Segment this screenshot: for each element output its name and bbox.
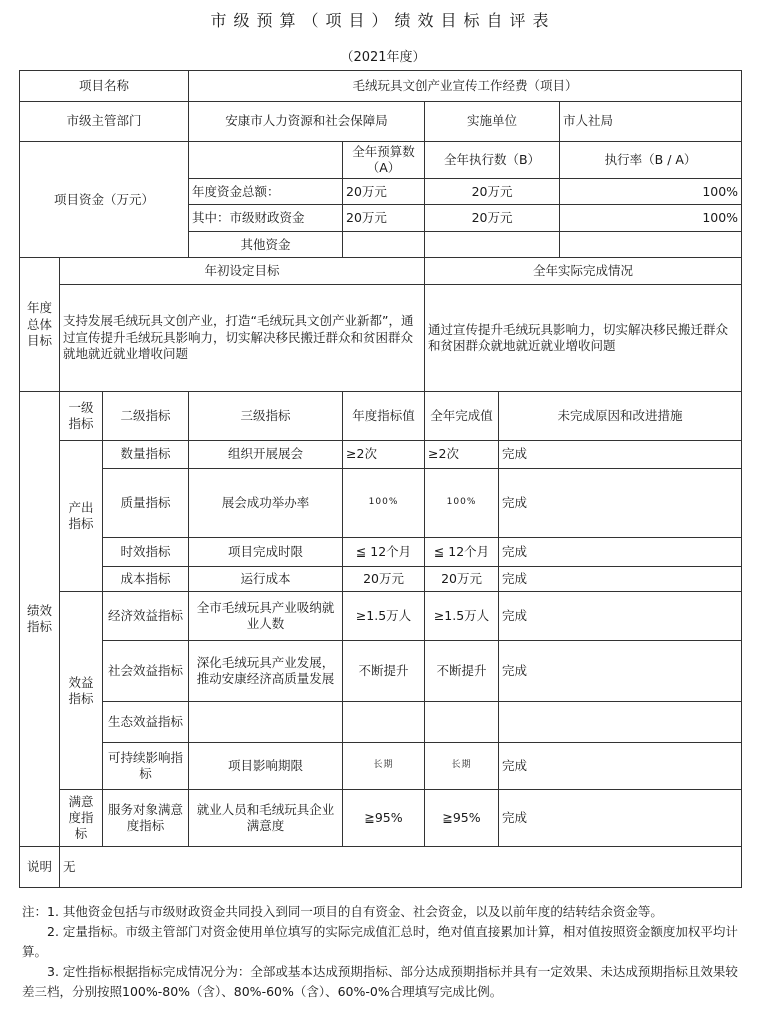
project-name-label: 项目名称 — [20, 71, 189, 102]
target-cell: ≧95% — [343, 790, 425, 847]
funds-header-blank — [189, 142, 343, 179]
funds-row-label: 其中：市级财政资金 — [189, 205, 343, 231]
l3-cell — [189, 702, 343, 743]
funds-row-b: 20万元 — [425, 205, 560, 231]
perf-header-actual: 全年完成值 — [425, 391, 499, 440]
reason-cell: 完成 — [499, 537, 742, 567]
funds-row-rate: 100% — [560, 178, 742, 204]
l3-cell: 深化毛绒玩具产业发展，推动安康经济高质量发展 — [189, 641, 343, 702]
funds-label: 项目资金（万元） — [20, 142, 189, 258]
l2-cell: 质量指标 — [103, 469, 189, 537]
actual-cell: 100% — [425, 469, 499, 537]
evaluation-table — [19, 70, 742, 888]
funds-row-rate: 100% — [560, 205, 742, 231]
funds-row-label: 其他资金 — [189, 231, 343, 257]
l2-cell: 经济效益指标 — [103, 592, 189, 641]
footnote-1: 注：1. 其他资金包括与市级财政资金共同投入到同一项目的自有资金、社会资金，以及以前年度的结转结余资金等。 — [22, 904, 663, 919]
perf-label: 绩效指标 — [20, 391, 60, 846]
funds-col-b: 全年执行数（B） — [425, 142, 560, 179]
impl-unit-label: 实施单位 — [425, 101, 560, 142]
reason-cell: 完成 — [499, 440, 742, 469]
target-cell: 100% — [343, 469, 425, 537]
funds-row-label: 年度资金总额： — [189, 178, 343, 204]
perf-header-reason: 未完成原因和改进措施 — [499, 391, 742, 440]
dept-value: 安康市人力资源和社会保障局 — [189, 101, 425, 142]
l3-cell: 项目影响期限 — [189, 743, 343, 790]
actual-cell: 不断提升 — [425, 641, 499, 702]
reason-cell: 完成 — [499, 743, 742, 790]
actual-cell: ≦ 12个月 — [425, 537, 499, 567]
perf-header-l3: 三级指标 — [189, 391, 343, 440]
project-name-value: 毛绒玩具文创产业宣传工作经费（项目） — [189, 71, 742, 102]
target-cell — [343, 702, 425, 743]
l2-cell: 服务对象满意度指标 — [103, 790, 189, 847]
reason-cell: 完成 — [499, 790, 742, 847]
actual-cell: ≥1.5万人 — [425, 592, 499, 641]
actual-cell — [425, 702, 499, 743]
l3-cell: 展会成功举办率 — [189, 469, 343, 537]
annual-goal-label: 年度总体目标 — [20, 258, 60, 391]
l2-cell: 时效指标 — [103, 537, 189, 567]
perf-header-l2: 二级指标 — [103, 391, 189, 440]
reason-cell: 完成 — [499, 641, 742, 702]
funds-row-a: 20万元 — [343, 205, 425, 231]
reason-cell — [499, 702, 742, 743]
funds-col-rate: 执行率（B / A） — [560, 142, 742, 179]
plan-goal-header: 年初设定目标 — [60, 258, 425, 284]
plan-goal-text: 支持发展毛绒玩具文创产业，打造“毛绒玩具文创产业新都”，通过宣传提升毛绒玩具影响力，切实解决移民搬迁群众和贫困群众就地就近就业增收问题 — [60, 284, 425, 391]
funds-col-a: 全年预算数（A） — [343, 142, 425, 179]
reason-cell: 完成 — [499, 592, 742, 641]
l2-cell: 成本指标 — [103, 567, 189, 592]
l3-cell: 组织开展展会 — [189, 440, 343, 469]
target-cell: ≥2次 — [343, 440, 425, 469]
l2-cell: 可持续影响指标 — [103, 743, 189, 790]
group-satisfaction-label: 满意度指标 — [60, 790, 103, 847]
report-year: （2021年度） — [340, 50, 426, 65]
footnotes — [22, 902, 744, 1002]
footnote-3: 3. 定性指标根据指标完成情况分为：全部或基本达成预期指标、部分达成预期指标并具有一定效果、未达成预期指标且效果较差三档，分别按照100%-80%（含）、80%-60%（含）、60%-0%合理填写完成比例。 — [22, 964, 738, 999]
actual-cell: ≥2次 — [425, 440, 499, 469]
l2-cell: 数量指标 — [103, 440, 189, 469]
actual-goal-text: 通过宣传提升毛绒玩具影响力，切实解决移民搬迁群众和贫困群众就地就近就业增收问题 — [425, 284, 742, 391]
funds-row-a — [343, 231, 425, 257]
remark-label: 说明 — [20, 847, 60, 888]
impl-unit-value: 市人社局 — [560, 101, 742, 142]
reason-cell: 完成 — [499, 469, 742, 537]
page-title: 市级预算（项目）绩效目标自评表 — [210, 11, 556, 30]
actual-cell: 长期 — [425, 743, 499, 790]
group-benefit-label: 效益指标 — [60, 592, 103, 790]
funds-row-b — [425, 231, 560, 257]
l3-cell: 就业人员和毛绒玩具企业满意度 — [189, 790, 343, 847]
target-cell: 不断提升 — [343, 641, 425, 702]
target-cell: ≦ 12个月 — [343, 537, 425, 567]
funds-row-b: 20万元 — [425, 178, 560, 204]
reason-cell: 完成 — [499, 567, 742, 592]
footnote-2: 2. 定量指标。市级主管部门对资金使用单位填写的实际完成值汇总时，绝对值直接累加计算，相对值按照资金额度加权平均计算。 — [22, 924, 738, 959]
dept-label: 市级主管部门 — [20, 101, 189, 142]
funds-row-a: 20万元 — [343, 178, 425, 204]
actual-cell: ≧95% — [425, 790, 499, 847]
actual-goal-header: 全年实际完成情况 — [425, 258, 742, 284]
perf-header-l1: 一级指标 — [60, 391, 103, 440]
target-cell: 20万元 — [343, 567, 425, 592]
l2-cell: 生态效益指标 — [103, 702, 189, 743]
perf-header-target: 年度指标值 — [343, 391, 425, 440]
l3-cell: 项目完成时限 — [189, 537, 343, 567]
remark-value: 无 — [60, 847, 742, 888]
l2-cell: 社会效益指标 — [103, 641, 189, 702]
funds-row-rate — [560, 231, 742, 257]
target-cell: ≥1.5万人 — [343, 592, 425, 641]
group-output-label: 产出指标 — [60, 440, 103, 592]
actual-cell: 20万元 — [425, 567, 499, 592]
target-cell: 长期 — [343, 743, 425, 790]
l3-cell: 运行成本 — [189, 567, 343, 592]
l3-cell: 全市毛绒玩具产业吸纳就业人数 — [189, 592, 343, 641]
